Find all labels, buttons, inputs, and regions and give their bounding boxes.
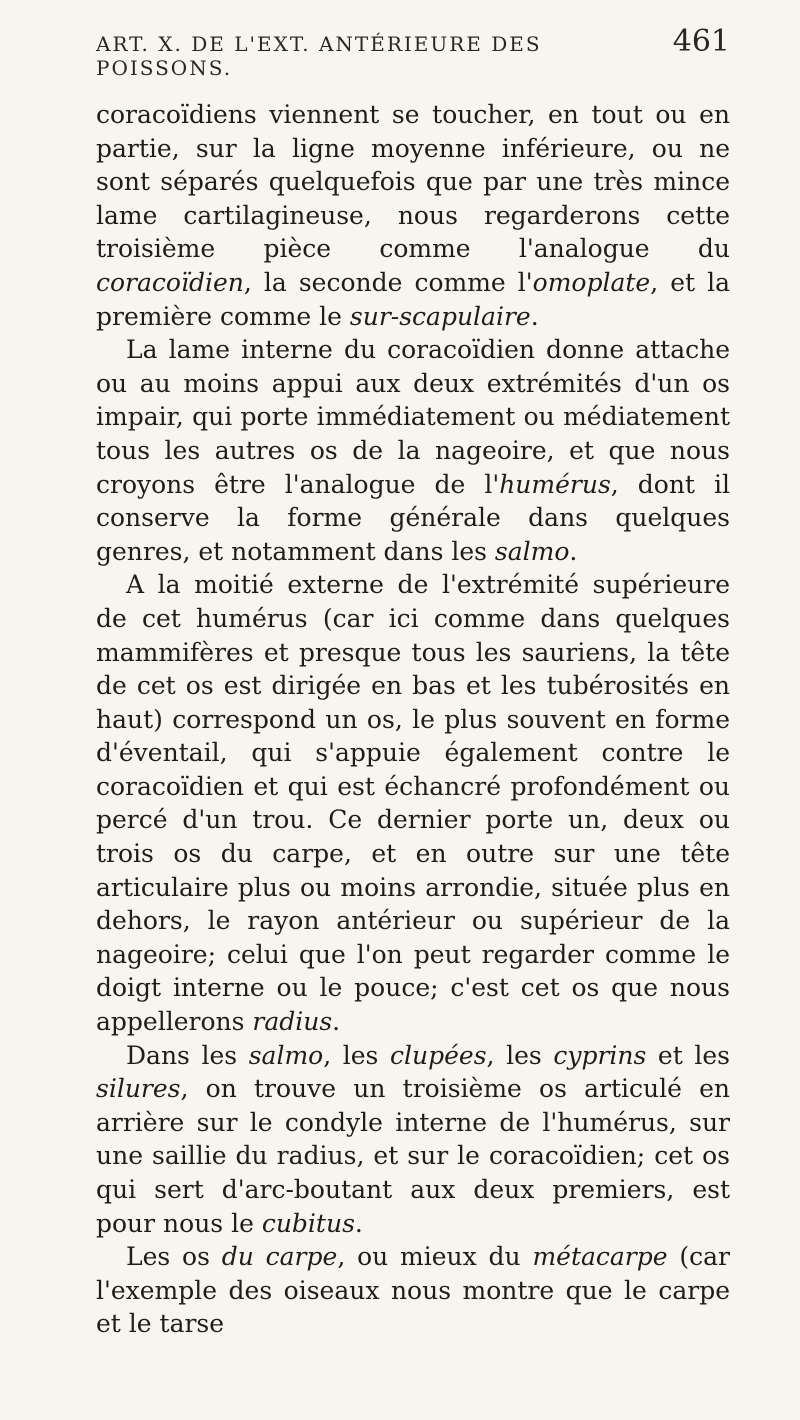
- paragraph-5: [96, 1240, 730, 1341]
- italic-term: sur-scapulaire: [349, 301, 531, 331]
- italic-term: coracoïdien: [96, 267, 244, 297]
- italic-term: métacarpe: [532, 1242, 668, 1272]
- paragraph-3: [96, 568, 730, 1038]
- italic-term: cubitus: [261, 1208, 355, 1238]
- text-run: coracoïdiens viennent se toucher, en tout ou en partie, sur la ligne moyenne inférieure, ou ne sont séparés quelquefois que par une très mince lame cartilagineuse, nous regarderons cette troisième pièce comme l'analogue du: [96, 100, 730, 264]
- text-run: La lame interne du coracoïdien donne attache ou au moins appui aux deux extrémités d'un os impair, qui porte immédiatement ou médiatement tous les autres os de la nageoire, et que nous croyons être l'analogue de l': [96, 335, 730, 499]
- text-run: .: [332, 1007, 341, 1037]
- text-run: .: [354, 1208, 363, 1238]
- paragraph-4: [96, 1039, 730, 1241]
- text-run: , et la première comme le: [96, 267, 730, 331]
- text-run: .: [530, 301, 539, 331]
- text-run: Les os: [126, 1242, 222, 1272]
- text-run: et les: [646, 1040, 730, 1070]
- italic-term: du carpe: [221, 1242, 338, 1272]
- italic-term: radius: [252, 1007, 333, 1037]
- text-run: , les: [486, 1040, 554, 1070]
- text-run: , on trouve un troisième os articulé en arrière sur le condyle interne de l'humérus, sur une saillie du radius, et sur le coracoïdien; cet os qui sert d'arc-boutant aux deux premiers, est pour nous le: [96, 1074, 730, 1238]
- italic-term: omoplate: [532, 267, 651, 297]
- paragraph-2: [96, 333, 730, 568]
- text-run: Dans les: [126, 1040, 249, 1070]
- italic-term: salmo: [494, 536, 570, 566]
- text-run: , les: [323, 1040, 390, 1070]
- italic-term: cyprins: [553, 1040, 647, 1070]
- italic-term: clupées: [390, 1040, 487, 1070]
- italic-term: salmo: [248, 1040, 324, 1070]
- paragraph-1: [96, 98, 730, 333]
- italic-term: silures: [96, 1074, 181, 1104]
- text-run: , dont il conserve la forme générale dans quelques genres, et notamment dans les: [96, 469, 730, 566]
- text-run: , ou mieux du: [337, 1242, 533, 1272]
- text-run: (car l'exemple des oiseaux nous montre que le carpe et le tarse: [96, 1242, 730, 1339]
- running-title: ART. X. DE L'EXT. ANTÉRIEURE DES POISSONS.: [96, 32, 542, 80]
- text-run: A la moitié externe de l'extrémité supérieure de cet humérus (car ici comme dans quelques mammifères et presque tous les sauriens, la tête de cet os est dirigée en bas et les tubérosités en haut) correspond un os, le plus souvent en forme d'éventail, qui s'appuie également contre le coracoïdien et qui est échancré profondément ou percé d'un trou. Ce dernier porte un, deux ou trois os du carpe, et en outre sur une tête articulaire plus ou moins arrondie, située plus en dehors, le rayon antérieur ou supérieur de la nageoire; celui que l'on peut regarder comme le doigt interne ou le pouce; c'est cet os que nous appellerons: [96, 570, 730, 1037]
- text-run: , la seconde comme l': [243, 267, 533, 297]
- running-header: [96, 24, 730, 80]
- body-text: [96, 98, 730, 1341]
- text-run: .: [569, 536, 578, 566]
- page-number: 461: [672, 24, 730, 59]
- italic-term: humérus: [499, 469, 611, 499]
